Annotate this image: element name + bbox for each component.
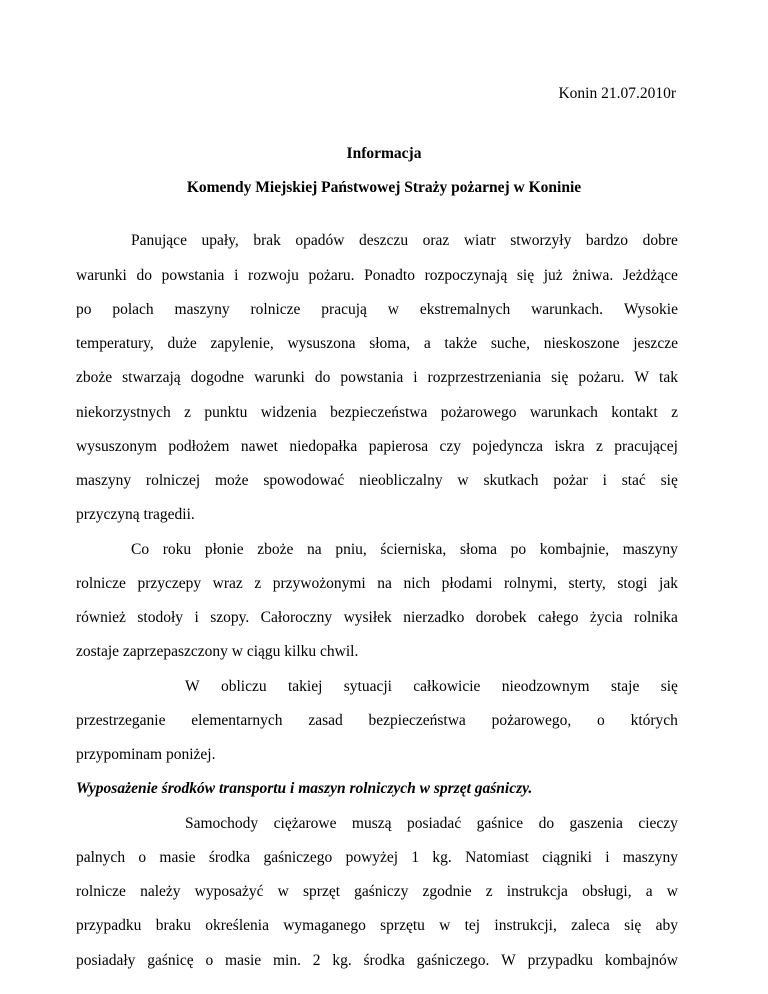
word: masie: [225, 952, 262, 969]
word: zapylenie,: [210, 335, 274, 352]
word: cieczy: [638, 815, 678, 832]
word: rolnymi,: [504, 575, 557, 592]
word: zaleca: [571, 917, 610, 934]
body-line: [131, 233, 678, 249]
word: jeszcze: [633, 335, 678, 352]
word: stać: [621, 472, 646, 489]
word: bezpieczeństwa: [368, 712, 466, 729]
word: a: [423, 335, 431, 352]
body-line: [76, 850, 678, 866]
body-line: [76, 953, 678, 969]
word: wymaganego: [283, 917, 366, 934]
body-line: [76, 918, 678, 934]
word: kg.: [432, 849, 452, 866]
word: obliczu: [220, 678, 267, 695]
word: także: [444, 335, 478, 352]
word: ścierniska,: [380, 541, 447, 558]
word: sytuacji: [343, 678, 392, 695]
word: pracującej: [614, 438, 678, 455]
word: wysuszona: [287, 335, 356, 352]
body-line: [185, 816, 678, 832]
word: wraz: [212, 575, 243, 592]
word: w: [387, 301, 399, 318]
word: powyżej: [345, 849, 399, 866]
word: temperatury,: [76, 335, 154, 352]
word: posiadały: [76, 952, 136, 969]
word: żniwa.: [572, 267, 614, 284]
word: podłożem: [168, 438, 230, 455]
word: nieobliczalny: [359, 472, 443, 489]
word: obsługi,: [582, 883, 632, 900]
document-title: Informacja: [346, 145, 422, 162]
body-line: przyczyną tragedii.: [76, 506, 195, 523]
body-line: [76, 713, 678, 729]
word: kombajnów: [604, 952, 678, 969]
word: i: [234, 267, 239, 284]
body-line: [185, 679, 678, 695]
word: pożaru.: [578, 369, 625, 386]
word: o: [138, 849, 147, 866]
word: wysiłek: [343, 609, 392, 626]
word: płonie: [204, 541, 244, 558]
word: skutkach: [483, 472, 539, 489]
word: sterty,: [568, 575, 606, 592]
word: pojedyncza: [472, 438, 544, 455]
word: stogi: [617, 575, 648, 592]
body-line: [76, 405, 678, 421]
word: przyczepy: [137, 575, 202, 592]
word: min.: [272, 952, 301, 969]
word: gaśniczy: [354, 883, 409, 900]
word: wiatr: [463, 232, 496, 249]
word: Panujące: [131, 232, 187, 249]
word: oraz: [422, 232, 450, 249]
word: na: [307, 541, 322, 558]
word: powstania: [161, 267, 225, 284]
word: dorobek: [475, 609, 527, 626]
word: kg.: [332, 952, 352, 969]
word: punktu: [204, 404, 248, 421]
word: Jeżdżące: [622, 267, 678, 284]
word: spowodować: [263, 472, 345, 489]
word: w: [439, 917, 451, 934]
word: rolniczej: [145, 472, 201, 489]
word: gaśnicę: [147, 952, 194, 969]
word: pożar: [553, 472, 588, 489]
word: suche,: [490, 335, 531, 352]
word: i: [602, 472, 607, 489]
word: rozprzestrzeniania: [427, 369, 542, 386]
body-line: przypominam poniżej.: [76, 746, 216, 763]
word: rolnicze: [76, 883, 126, 900]
word: upały,: [201, 232, 239, 249]
word: W: [501, 952, 516, 969]
word: opadów: [295, 232, 345, 249]
word: nich: [403, 575, 431, 592]
word: czy: [439, 438, 462, 455]
word: polach: [112, 301, 154, 318]
word: do: [136, 267, 152, 284]
word: z: [595, 438, 603, 455]
word: stodoły: [137, 609, 184, 626]
word: Ponadto: [364, 267, 415, 284]
word: nawet: [240, 438, 278, 455]
body-line: zostaje zaprzepaszczony w ciągu kilku chwil.: [76, 643, 359, 660]
word: widzenia: [260, 404, 317, 421]
word: w: [666, 883, 678, 900]
word: i: [413, 369, 418, 386]
word: ekstremalnych: [419, 301, 511, 318]
body-line: [131, 542, 678, 558]
word: się: [551, 369, 569, 386]
word: Całoroczny: [260, 609, 333, 626]
word: iskra: [554, 438, 585, 455]
word: rolnicze: [76, 575, 126, 592]
word: palnych: [76, 849, 126, 866]
word: masie: [159, 849, 196, 866]
word: pożarowego,: [491, 712, 572, 729]
word: elementarnych: [191, 712, 283, 729]
word: o: [205, 952, 214, 969]
word: niekorzystnych: [76, 404, 171, 421]
word: gaśniczego.: [416, 952, 490, 969]
word: instrukcji,: [494, 917, 557, 934]
word: jak: [659, 575, 678, 592]
word: o: [597, 712, 605, 729]
word: których: [630, 712, 678, 729]
word: warunkach: [529, 404, 598, 421]
word: pożarowego: [440, 404, 517, 421]
word: W: [634, 369, 650, 386]
body-line: [76, 268, 678, 284]
word: się: [624, 917, 642, 934]
word: się: [660, 678, 678, 695]
word: nierzadko: [403, 609, 465, 626]
word: bezpieczeństwa: [330, 404, 428, 421]
word: instrukcja: [506, 883, 568, 900]
word: całego: [538, 609, 579, 626]
word: dogodne: [190, 369, 245, 386]
word: zboże: [76, 369, 113, 386]
body-line: [76, 610, 678, 626]
document-subtitle: Komendy Miejskiej Państwowej Straży pożarnej w Koninie: [186, 179, 582, 196]
word: Co: [131, 541, 150, 558]
word: zgodnie: [422, 883, 472, 900]
word: środka: [208, 849, 251, 866]
word: kombajnie,: [539, 541, 610, 558]
word: z: [184, 404, 191, 421]
word: do: [538, 815, 555, 832]
word: maszyny: [622, 849, 678, 866]
word: rolnika: [634, 609, 678, 626]
word: 2: [312, 952, 321, 969]
word: takiej: [287, 678, 323, 695]
word: sprzęt: [303, 883, 341, 900]
word: bardzo: [585, 232, 629, 249]
word: staje: [610, 678, 640, 695]
word: i: [605, 849, 610, 866]
word: niedopałka: [289, 438, 358, 455]
word: Natomiast: [465, 849, 529, 866]
word: przypadku: [76, 917, 142, 934]
word: pracują: [321, 301, 367, 318]
word: całkowicie: [413, 678, 481, 695]
word: sprzętu: [380, 917, 425, 934]
word: zboże: [257, 541, 294, 558]
word: warunki: [76, 267, 127, 284]
word: z: [254, 575, 262, 592]
word: po: [510, 541, 527, 558]
word: na: [377, 575, 392, 592]
word: wyposażyć: [194, 883, 264, 900]
word: kontakt: [611, 404, 658, 421]
word: maszyny: [622, 541, 678, 558]
word: środka: [363, 952, 405, 969]
word: po: [76, 301, 92, 318]
word: W: [185, 678, 200, 695]
word: w: [457, 472, 469, 489]
word: gaśnice: [476, 815, 524, 832]
word: słoma: [459, 541, 497, 558]
word: również: [76, 609, 126, 626]
word: wysuszonym: [76, 438, 157, 455]
word: już: [543, 267, 563, 284]
word: i: [194, 609, 199, 626]
word: życia: [589, 609, 623, 626]
word: przestrzeganie: [76, 712, 166, 729]
body-line: [76, 336, 678, 352]
word: tak: [659, 369, 678, 386]
word: Samochody: [185, 815, 259, 832]
word: słoma,: [369, 335, 411, 352]
word: ciężarowe: [273, 815, 337, 832]
word: maszyny: [174, 301, 230, 318]
body-line: [76, 302, 678, 318]
word: posiadać: [406, 815, 462, 832]
word: powstania: [340, 369, 404, 386]
word: braku: [155, 917, 191, 934]
word: gaszenia: [569, 815, 623, 832]
word: rolnicze: [250, 301, 301, 318]
word: muszą: [351, 815, 392, 832]
word: z: [671, 404, 678, 421]
word: brak: [253, 232, 281, 249]
word: 1: [411, 849, 420, 866]
word: dobre: [642, 232, 678, 249]
word: określenia: [205, 917, 269, 934]
word: może: [214, 472, 249, 489]
body-line: [76, 439, 678, 455]
word: przywożonymi: [272, 575, 366, 592]
word: maszyny: [76, 472, 132, 489]
word: pożaru.: [308, 267, 355, 284]
body-line: [76, 370, 678, 386]
word: tej: [464, 917, 481, 934]
word: Wysokie: [623, 301, 678, 318]
word: z: [485, 883, 493, 900]
word: do: [314, 369, 331, 386]
word: płodami: [441, 575, 493, 592]
document-date: Konin 21.07.2010r: [558, 85, 676, 102]
body-line: [76, 576, 678, 592]
word: rozpoczynają: [424, 267, 508, 284]
word: się: [660, 472, 678, 489]
word: stworzyły: [510, 232, 572, 249]
word: w: [277, 883, 289, 900]
body-line: [76, 473, 678, 489]
body-line: [76, 884, 678, 900]
word: przypadku: [527, 952, 594, 969]
word: gaśniczego: [263, 849, 333, 866]
word: nieskoszone: [543, 335, 620, 352]
section-heading: Wyposażenie środków transportu i maszyn rolniczych w sprzęt gaśniczy.: [76, 780, 533, 797]
word: pniu,: [335, 541, 367, 558]
word: warunki: [254, 369, 305, 386]
word: papierosa: [368, 438, 429, 455]
word: a: [645, 883, 653, 900]
word: deszczu: [359, 232, 409, 249]
word: warunkach.: [531, 301, 603, 318]
word: aby: [655, 917, 678, 934]
word: ciągniki: [542, 849, 592, 866]
word: nieodzownym: [501, 678, 590, 695]
word: się: [516, 267, 535, 284]
word: rozwoju: [248, 267, 299, 284]
word: należy: [140, 883, 181, 900]
word: stwarzają: [122, 369, 181, 386]
word: szopy.: [210, 609, 250, 626]
word: zasad: [308, 712, 343, 729]
word: roku: [162, 541, 192, 558]
word: duże: [167, 335, 197, 352]
